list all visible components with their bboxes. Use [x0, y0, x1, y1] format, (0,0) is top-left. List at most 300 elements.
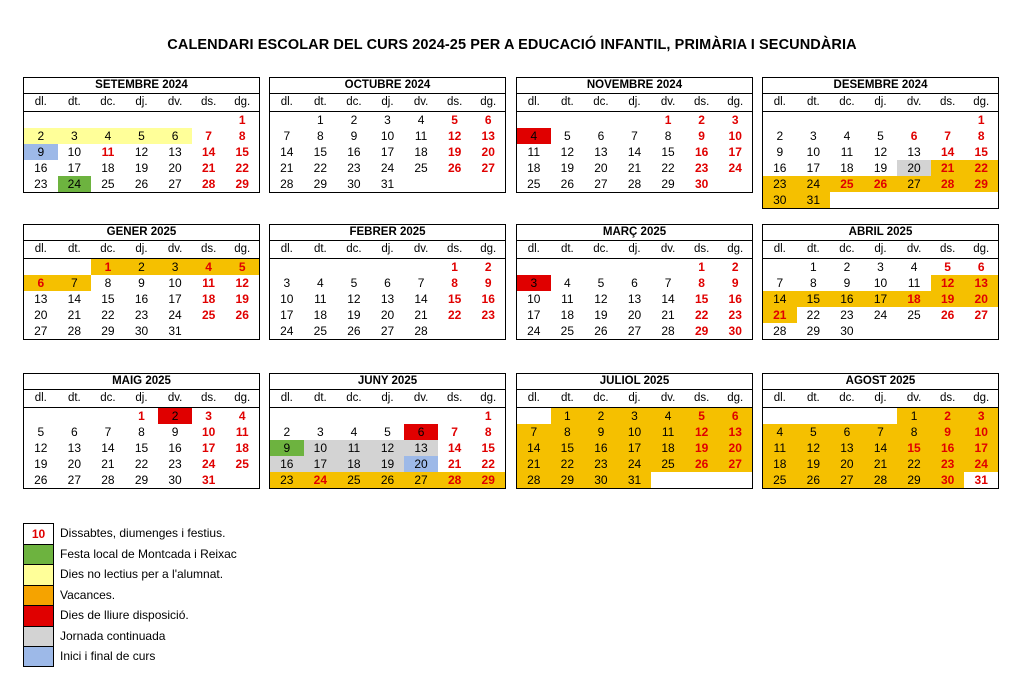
weekday-label: ds.: [200, 243, 217, 255]
day-cell: 19: [447, 145, 462, 159]
day-cell: 12: [447, 129, 462, 143]
day-cell: 10: [728, 129, 742, 143]
day-cell: 24: [527, 324, 541, 338]
weekday-label: dl.: [527, 392, 540, 404]
day-cell: 3: [810, 129, 817, 143]
weekday-label: ds.: [693, 243, 710, 255]
day-cell: 30: [931, 472, 965, 488]
legend-item: [23, 605, 237, 626]
weekday-label: dv.: [413, 243, 429, 255]
day-cell: 31: [380, 177, 395, 191]
weekday-label: dl.: [773, 392, 786, 404]
weekday-label: ds.: [693, 96, 710, 108]
day-cell: 24: [728, 161, 742, 175]
day-cell: 16: [347, 145, 361, 159]
day-cell: 9: [350, 129, 358, 143]
weekday-label: dc.: [100, 243, 116, 255]
weekday-header: [24, 94, 259, 112]
empty-cell: [964, 323, 998, 339]
day-cell: 5: [350, 276, 358, 290]
day-cell: 8: [698, 276, 705, 290]
day-cell: 8: [664, 129, 672, 143]
day-cell: 20: [34, 308, 48, 322]
day-cell: 23: [840, 308, 854, 322]
page-title: CALENDARI ESCOLAR DEL CURS 2024-25 PER A EDUCACIÓ INFANTIL, PRIMÀRIA I SECUNDÀRIA: [167, 37, 857, 53]
weekday-label: dl.: [527, 96, 540, 108]
day-cell: 21: [414, 308, 428, 322]
day-cell: 13: [830, 440, 864, 456]
empty-cell: [24, 408, 58, 424]
weekday-label: dg.: [234, 96, 251, 108]
day-cell: 16: [134, 292, 149, 306]
day-cell: 1: [551, 408, 585, 424]
day-cell: 13: [627, 292, 642, 306]
weekday-label: ds.: [693, 392, 710, 404]
day-cell: 10: [67, 145, 82, 159]
day-cell: 30: [694, 177, 709, 191]
empty-cell: [763, 259, 797, 275]
day-cell: 15: [661, 145, 675, 159]
day-cell: 24: [58, 176, 92, 192]
weekday-label: dg.: [727, 96, 744, 108]
day-cell: 6: [404, 424, 438, 440]
legend-swatch: [23, 605, 54, 626]
weekday-label: dj.: [135, 392, 148, 404]
day-cell: 24: [280, 324, 294, 338]
weekday-label: dv.: [660, 243, 676, 255]
day-cell: 11: [314, 292, 327, 306]
day-cell: 16: [34, 161, 48, 175]
day-cell: 26: [371, 472, 405, 488]
day-cell: 22: [447, 308, 462, 322]
day-cell: 24: [797, 176, 831, 192]
day-cell: 17: [618, 440, 652, 456]
day-cell: 31: [797, 192, 831, 208]
day-cell: 19: [931, 291, 965, 307]
day-cell: 16: [830, 291, 864, 307]
weekday-label: dl.: [34, 243, 47, 255]
day-cell: 22: [313, 161, 328, 175]
weekday-header: [270, 94, 505, 112]
empty-cell: [158, 112, 192, 128]
day-cell: 8: [551, 424, 585, 440]
days-grid: [24, 408, 259, 488]
empty-cell: [830, 192, 864, 208]
empty-cell: [404, 408, 438, 424]
empty-cell: [830, 408, 864, 424]
day-cell: 28: [864, 472, 898, 488]
day-cell: 19: [347, 308, 361, 322]
day-cell: 16: [931, 440, 965, 456]
month-name: SETEMBRE 2024: [24, 78, 259, 94]
day-cell: 30: [763, 192, 797, 208]
day-cell: 8: [897, 424, 931, 440]
day-cell: 4: [763, 424, 797, 440]
weekday-label: dv.: [906, 392, 922, 404]
day-cell: 11: [235, 425, 249, 439]
day-cell: 27: [830, 472, 864, 488]
day-cell: 10: [873, 276, 888, 290]
day-cell: 28: [627, 177, 642, 191]
day-cell: 29: [661, 177, 675, 191]
day-cell: 6: [384, 276, 391, 290]
day-cell: 6: [718, 408, 752, 424]
day-cell: 24: [380, 161, 395, 175]
day-cell: 17: [201, 441, 216, 455]
weekday-label: dv.: [906, 243, 922, 255]
weekday-label: dj.: [874, 243, 887, 255]
empty-cell: [763, 408, 797, 424]
day-cell: 27: [627, 324, 642, 338]
day-cell: 5: [451, 113, 458, 127]
day-cell: 15: [481, 441, 495, 455]
days-grid: [517, 408, 752, 488]
month-name: FEBRER 2025: [270, 225, 505, 241]
day-cell: 11: [763, 440, 797, 456]
legend: [23, 523, 237, 667]
day-cell: 14: [661, 292, 675, 306]
days-grid: [517, 112, 752, 192]
day-cell: 23: [694, 161, 709, 175]
day-cell: 3: [58, 128, 92, 144]
day-cell: 12: [235, 276, 249, 290]
day-cell: 7: [864, 424, 898, 440]
day-cell: 22: [964, 160, 998, 176]
day-cell: 17: [527, 308, 541, 322]
legend-swatch: [23, 544, 54, 565]
day-cell: 26: [347, 324, 361, 338]
weekday-label: dt.: [67, 96, 81, 108]
weekday-label: dj.: [381, 243, 394, 255]
day-cell: 21: [101, 457, 115, 471]
empty-cell: [371, 259, 405, 275]
day-cell: 2: [350, 113, 358, 127]
day-cell: 19: [594, 308, 608, 322]
day-cell: 19: [797, 456, 831, 472]
month-calendar: [762, 77, 999, 209]
day-cell: 24: [873, 308, 888, 322]
day-cell: 11: [651, 424, 685, 440]
day-cell: 29: [313, 177, 328, 191]
day-cell: 10: [806, 145, 821, 159]
day-cell: 11: [202, 276, 215, 290]
day-cell: 18: [651, 440, 685, 456]
empty-cell: [270, 408, 304, 424]
day-cell: 12: [797, 440, 831, 456]
day-cell: 2: [776, 129, 784, 143]
legend-label: Dies de lliure disposició.: [60, 608, 189, 623]
day-cell: 7: [205, 129, 212, 143]
day-cell: 18: [414, 145, 428, 159]
empty-cell: [371, 408, 405, 424]
month-name: OCTUBRE 2024: [270, 78, 505, 94]
day-cell: 22: [694, 308, 709, 322]
day-cell: 21: [447, 457, 462, 471]
empty-cell: [471, 176, 505, 192]
day-cell: 18: [337, 456, 371, 472]
weekday-label: dg.: [480, 392, 497, 404]
day-cell: 14: [517, 440, 551, 456]
empty-cell: [584, 112, 618, 128]
day-cell: 2: [843, 260, 851, 274]
days-grid: [763, 259, 998, 339]
empty-cell: [584, 259, 618, 275]
day-cell: 5: [125, 128, 159, 144]
day-cell: 26: [560, 177, 575, 191]
day-cell: 9: [931, 424, 965, 440]
day-cell: 30: [168, 473, 182, 487]
day-cell: 12: [371, 440, 405, 456]
day-cell: 3: [964, 408, 998, 424]
weekday-label: dc.: [593, 392, 609, 404]
empty-cell: [471, 323, 505, 339]
weekday-label: dg.: [973, 243, 990, 255]
day-cell: 17: [67, 161, 82, 175]
day-cell: 13: [168, 145, 182, 159]
weekday-label: dj.: [628, 392, 641, 404]
day-cell: 5: [597, 276, 605, 290]
day-cell: 30: [134, 324, 149, 338]
day-cell: 30: [584, 472, 618, 488]
day-cell: 24: [304, 472, 338, 488]
day-cell: 9: [843, 276, 851, 290]
day-cell: 25: [414, 161, 428, 175]
day-cell: 16: [168, 441, 182, 455]
weekday-label: dg.: [727, 243, 744, 255]
empty-cell: [91, 112, 125, 128]
day-cell: 23: [134, 308, 149, 322]
empty-cell: [897, 323, 931, 339]
day-cell: 14: [627, 145, 642, 159]
empty-cell: [618, 259, 652, 275]
day-cell: 5: [944, 260, 951, 274]
weekday-label: dl.: [34, 392, 47, 404]
day-cell: 6: [910, 129, 918, 143]
weekday-label: ds.: [200, 96, 217, 108]
day-cell: 26: [447, 161, 462, 175]
empty-cell: [685, 472, 719, 488]
day-cell: 7: [104, 425, 112, 439]
empty-cell: [24, 259, 58, 275]
day-cell: 13: [481, 129, 495, 143]
month-name: DESEMBRE 2024: [763, 78, 998, 94]
day-cell: 28: [101, 473, 115, 487]
day-cell: 3: [877, 260, 884, 274]
day-cell: 2: [931, 408, 965, 424]
weekday-label: dj.: [381, 392, 394, 404]
day-cell: 27: [380, 324, 395, 338]
day-cell: 10: [964, 424, 998, 440]
weekday-label: dl.: [34, 96, 47, 108]
day-cell: 25: [907, 308, 921, 322]
day-cell: 12: [34, 441, 48, 455]
day-cell: 9: [24, 144, 58, 160]
day-cell: 27: [67, 473, 82, 487]
day-cell: 17: [806, 161, 821, 175]
day-cell: 12: [594, 292, 608, 306]
day-cell: 4: [651, 408, 685, 424]
empty-cell: [337, 259, 371, 275]
weekday-label: dv.: [906, 96, 922, 108]
empty-cell: [618, 112, 652, 128]
day-cell: 13: [380, 292, 395, 306]
weekday-label: dc.: [100, 392, 116, 404]
day-cell: 13: [718, 424, 752, 440]
day-cell: 12: [873, 145, 888, 159]
empty-cell: [270, 112, 304, 128]
day-cell: 22: [134, 457, 149, 471]
weekday-label: dg.: [234, 392, 251, 404]
day-cell: 14: [101, 441, 115, 455]
weekday-label: dj.: [135, 96, 148, 108]
day-cell: 4: [910, 260, 918, 274]
legend-label: Inici i final de curs: [60, 649, 156, 664]
day-cell: 18: [201, 292, 216, 306]
day-cell: 1: [317, 113, 324, 127]
day-cell: 4: [843, 129, 851, 143]
month-calendar: [762, 224, 999, 340]
day-cell: 21: [864, 456, 898, 472]
day-cell: 10: [304, 440, 338, 456]
weekday-label: dj.: [628, 96, 641, 108]
weekday-label: dt.: [313, 96, 327, 108]
day-cell: 8: [484, 425, 492, 439]
empty-cell: [404, 176, 438, 192]
day-cell: 23: [763, 176, 797, 192]
day-cell: 16: [694, 145, 709, 159]
legend-swatch: [23, 626, 54, 647]
day-cell: 29: [235, 177, 249, 191]
empty-cell: [651, 472, 685, 488]
month-calendar: [269, 77, 506, 193]
day-cell: 24: [201, 457, 216, 471]
day-cell: 13: [964, 275, 998, 291]
empty-cell: [551, 259, 585, 275]
empty-cell: [718, 176, 752, 192]
day-cell: 2: [731, 260, 739, 274]
day-cell: 26: [940, 308, 955, 322]
day-cell: 3: [158, 259, 192, 275]
days-grid: [763, 408, 998, 488]
day-cell: 28: [661, 324, 675, 338]
month-name: JUNY 2025: [270, 374, 505, 390]
weekday-label: dg.: [727, 392, 744, 404]
day-cell: 23: [168, 457, 182, 471]
month-name: GENER 2025: [24, 225, 259, 241]
day-cell: 27: [404, 472, 438, 488]
day-cell: 27: [34, 324, 48, 338]
empty-cell: [125, 112, 159, 128]
day-cell: 4: [417, 113, 425, 127]
legend-swatch: [23, 646, 54, 667]
weekday-label: dt.: [806, 392, 820, 404]
weekday-label: ds.: [939, 243, 956, 255]
day-cell: 4: [517, 128, 551, 144]
weekday-label: dc.: [839, 392, 855, 404]
month-name: MAIG 2025: [24, 374, 259, 390]
empty-cell: [797, 112, 831, 128]
day-cell: 26: [235, 308, 249, 322]
empty-cell: [225, 472, 259, 488]
day-cell: 26: [134, 177, 149, 191]
weekday-header: [24, 241, 259, 259]
day-cell: 1: [91, 259, 125, 275]
day-cell: 21: [763, 307, 797, 323]
weekday-label: dl.: [527, 243, 540, 255]
day-cell: 7: [631, 129, 638, 143]
legend-swatch: 10: [23, 523, 54, 544]
empty-cell: [24, 112, 58, 128]
weekday-label: dl.: [280, 96, 293, 108]
day-cell: 10: [168, 276, 182, 290]
empty-cell: [192, 112, 226, 128]
day-cell: 28: [201, 177, 216, 191]
day-cell: 1: [664, 113, 672, 127]
day-cell: 23: [270, 472, 304, 488]
day-cell: 1: [810, 260, 817, 274]
day-cell: 28: [773, 324, 787, 338]
day-cell: 29: [551, 472, 585, 488]
day-cell: 13: [404, 440, 438, 456]
weekday-label: dt.: [313, 243, 327, 255]
day-cell: 14: [763, 291, 797, 307]
weekday-label: dl.: [773, 243, 786, 255]
day-cell: 4: [91, 128, 125, 144]
day-cell: 9: [138, 276, 145, 290]
month-name: JULIOL 2025: [517, 374, 752, 390]
day-cell: 10: [280, 292, 294, 306]
day-cell: 14: [201, 145, 216, 159]
day-cell: 29: [806, 324, 821, 338]
weekday-label: dv.: [660, 392, 676, 404]
day-cell: 21: [627, 161, 642, 175]
month-calendar: [269, 224, 506, 340]
day-cell: 19: [873, 161, 888, 175]
day-cell: 25: [337, 472, 371, 488]
weekday-label: dc.: [346, 243, 362, 255]
weekday-label: dg.: [973, 96, 990, 108]
day-cell: 8: [451, 276, 458, 290]
day-cell: 3: [618, 408, 652, 424]
day-cell: 20: [594, 161, 608, 175]
day-cell: 3: [384, 113, 391, 127]
day-cell: 7: [944, 129, 951, 143]
day-cell: 17: [964, 440, 998, 456]
empty-cell: [225, 323, 259, 339]
empty-cell: [651, 259, 685, 275]
day-cell: 9: [698, 129, 705, 143]
weekday-label: dc.: [100, 96, 116, 108]
empty-cell: [304, 408, 338, 424]
day-cell: 18: [840, 161, 854, 175]
weekday-label: dt.: [560, 96, 574, 108]
days-grid: [24, 259, 259, 339]
day-cell: 22: [481, 457, 495, 471]
day-cell: 3: [731, 113, 739, 127]
day-cell: 29: [897, 472, 931, 488]
empty-cell: [931, 112, 965, 128]
empty-cell: [517, 112, 551, 128]
day-cell: 18: [560, 308, 575, 322]
day-cell: 21: [931, 160, 965, 176]
weekday-label: dt.: [560, 243, 574, 255]
legend-label: Festa local de Montcada i Reixac: [60, 546, 237, 561]
day-cell: 21: [201, 161, 216, 175]
day-cell: 28: [414, 324, 428, 338]
day-cell: 9: [731, 276, 739, 290]
legend-item: [23, 523, 237, 544]
day-cell: 1: [484, 409, 492, 423]
